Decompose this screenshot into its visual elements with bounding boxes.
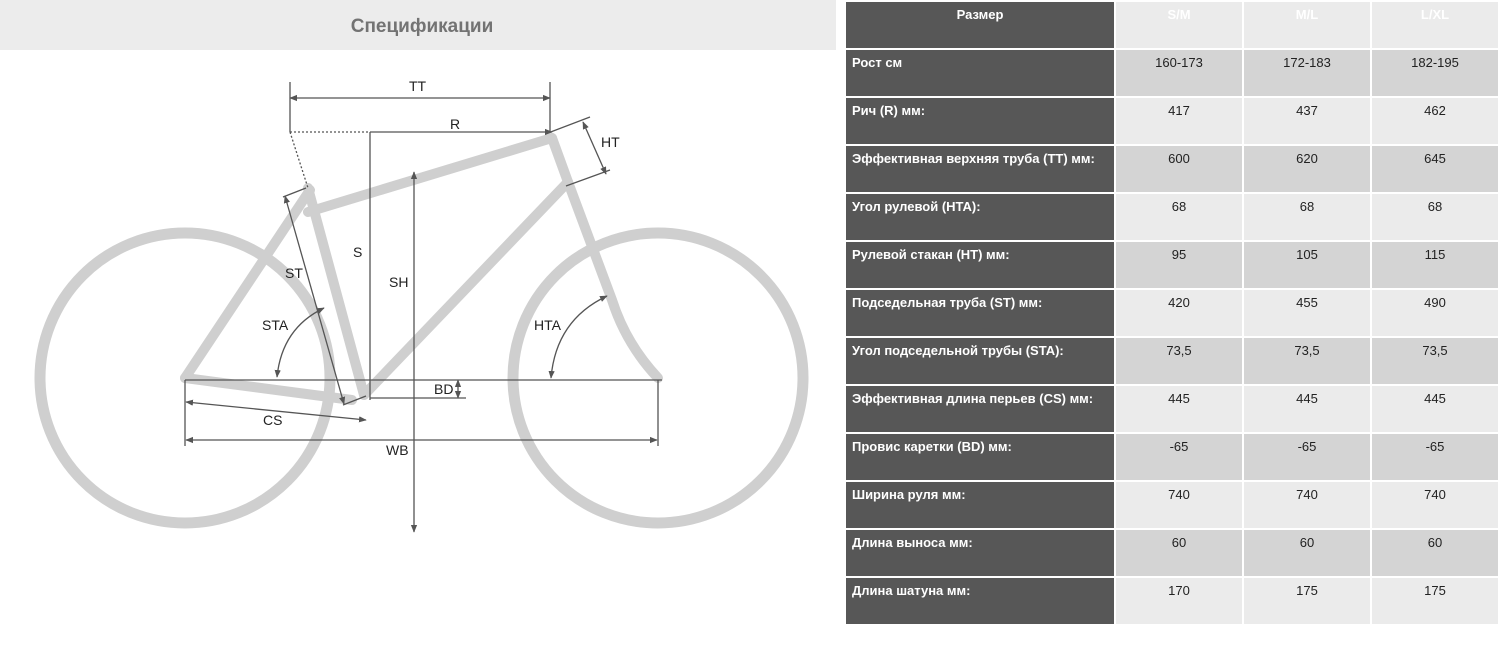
table-cell: 600 [1116,146,1242,192]
row-label: Эффективная верхняя труба (TT) мм: [846,146,1114,192]
bike-frame [185,138,658,400]
spec-table [844,0,1500,626]
table-row [846,98,1498,144]
row-label: Рулевой стакан (HT) мм: [846,242,1114,288]
table-cell: 182-195 [1372,50,1498,96]
table-cell: 68 [1244,194,1370,240]
label-st: ST [285,265,303,281]
table-cell: 445 [1116,386,1242,432]
table-row [846,482,1498,528]
table-cell: 172-183 [1244,50,1370,96]
table-cell: 105 [1244,242,1370,288]
table-cell: 60 [1116,530,1242,576]
row-label: Ширина руля мм: [846,482,1114,528]
row-label: Подседельная труба (ST) мм: [846,290,1114,336]
column-header: M/L [1244,2,1370,48]
table-cell: 68 [1116,194,1242,240]
table-cell: 437 [1244,98,1370,144]
table-cell: -65 [1116,434,1242,480]
row-label: Длина шатуна мм: [846,578,1114,624]
table-cell: 60 [1372,530,1498,576]
table-cell: 490 [1372,290,1498,336]
table-cell: 60 [1244,530,1370,576]
table-cell: 740 [1372,482,1498,528]
table-cell: 620 [1244,146,1370,192]
table-cell: 455 [1244,290,1370,336]
table-cell: 160-173 [1116,50,1242,96]
table-cell: -65 [1372,434,1498,480]
label-hta: HTA [534,317,561,333]
table-row [846,290,1498,336]
table-cell: 175 [1372,578,1498,624]
table-row [846,578,1498,624]
row-label: Провис каретки (BD) мм: [846,434,1114,480]
bike-geometry-diagram [0,50,836,648]
label-wb: WB [386,442,409,458]
table-row [846,146,1498,192]
table-cell: 417 [1116,98,1242,144]
table-row [846,338,1498,384]
label-sh: SH [389,274,409,290]
row-label: Рич (R) мм: [846,98,1114,144]
table-cell: 73,5 [1244,338,1370,384]
table-cell: 115 [1372,242,1498,288]
table-cell: -65 [1244,434,1370,480]
row-label: Длина выноса мм: [846,530,1114,576]
table-cell: 462 [1372,98,1498,144]
column-header: L/XL [1372,2,1498,48]
label-cs: CS [263,412,283,428]
table-cell: 645 [1372,146,1498,192]
label-tt: TT [409,78,427,94]
table-row [846,194,1498,240]
table-cell: 420 [1116,290,1242,336]
label-r: R [450,116,461,132]
table-row [846,50,1498,96]
table-cell: 175 [1244,578,1370,624]
row-label: Эффективная длина перьев (CS) мм: [846,386,1114,432]
column-header: Размер [846,2,1114,48]
table-cell: 740 [1116,482,1242,528]
row-label: Угол рулевой (HTA): [846,194,1114,240]
table-cell: 170 [1116,578,1242,624]
label-sta: STA [262,317,289,333]
table-cell: 73,5 [1372,338,1498,384]
table-cell: 445 [1244,386,1370,432]
table-cell: 73,5 [1116,338,1242,384]
page-title: Спецификации [350,16,494,37]
table-cell: 445 [1372,386,1498,432]
label-ht: HT [601,134,620,150]
table-cell: 740 [1244,482,1370,528]
row-label: Угол подседельной трубы (STA): [846,338,1114,384]
table-cell: 68 [1372,194,1498,240]
label-bd: BD [434,381,454,397]
table-header-row [846,2,1498,48]
label-s: S [353,244,363,260]
hta-angle-arc [551,296,607,378]
table-row [846,530,1498,576]
table-row [846,242,1498,288]
table-cell: 95 [1116,242,1242,288]
table-row [846,434,1498,480]
table-row [846,386,1498,432]
row-label: Рост см [846,50,1114,96]
column-header: S/M [1116,2,1242,48]
